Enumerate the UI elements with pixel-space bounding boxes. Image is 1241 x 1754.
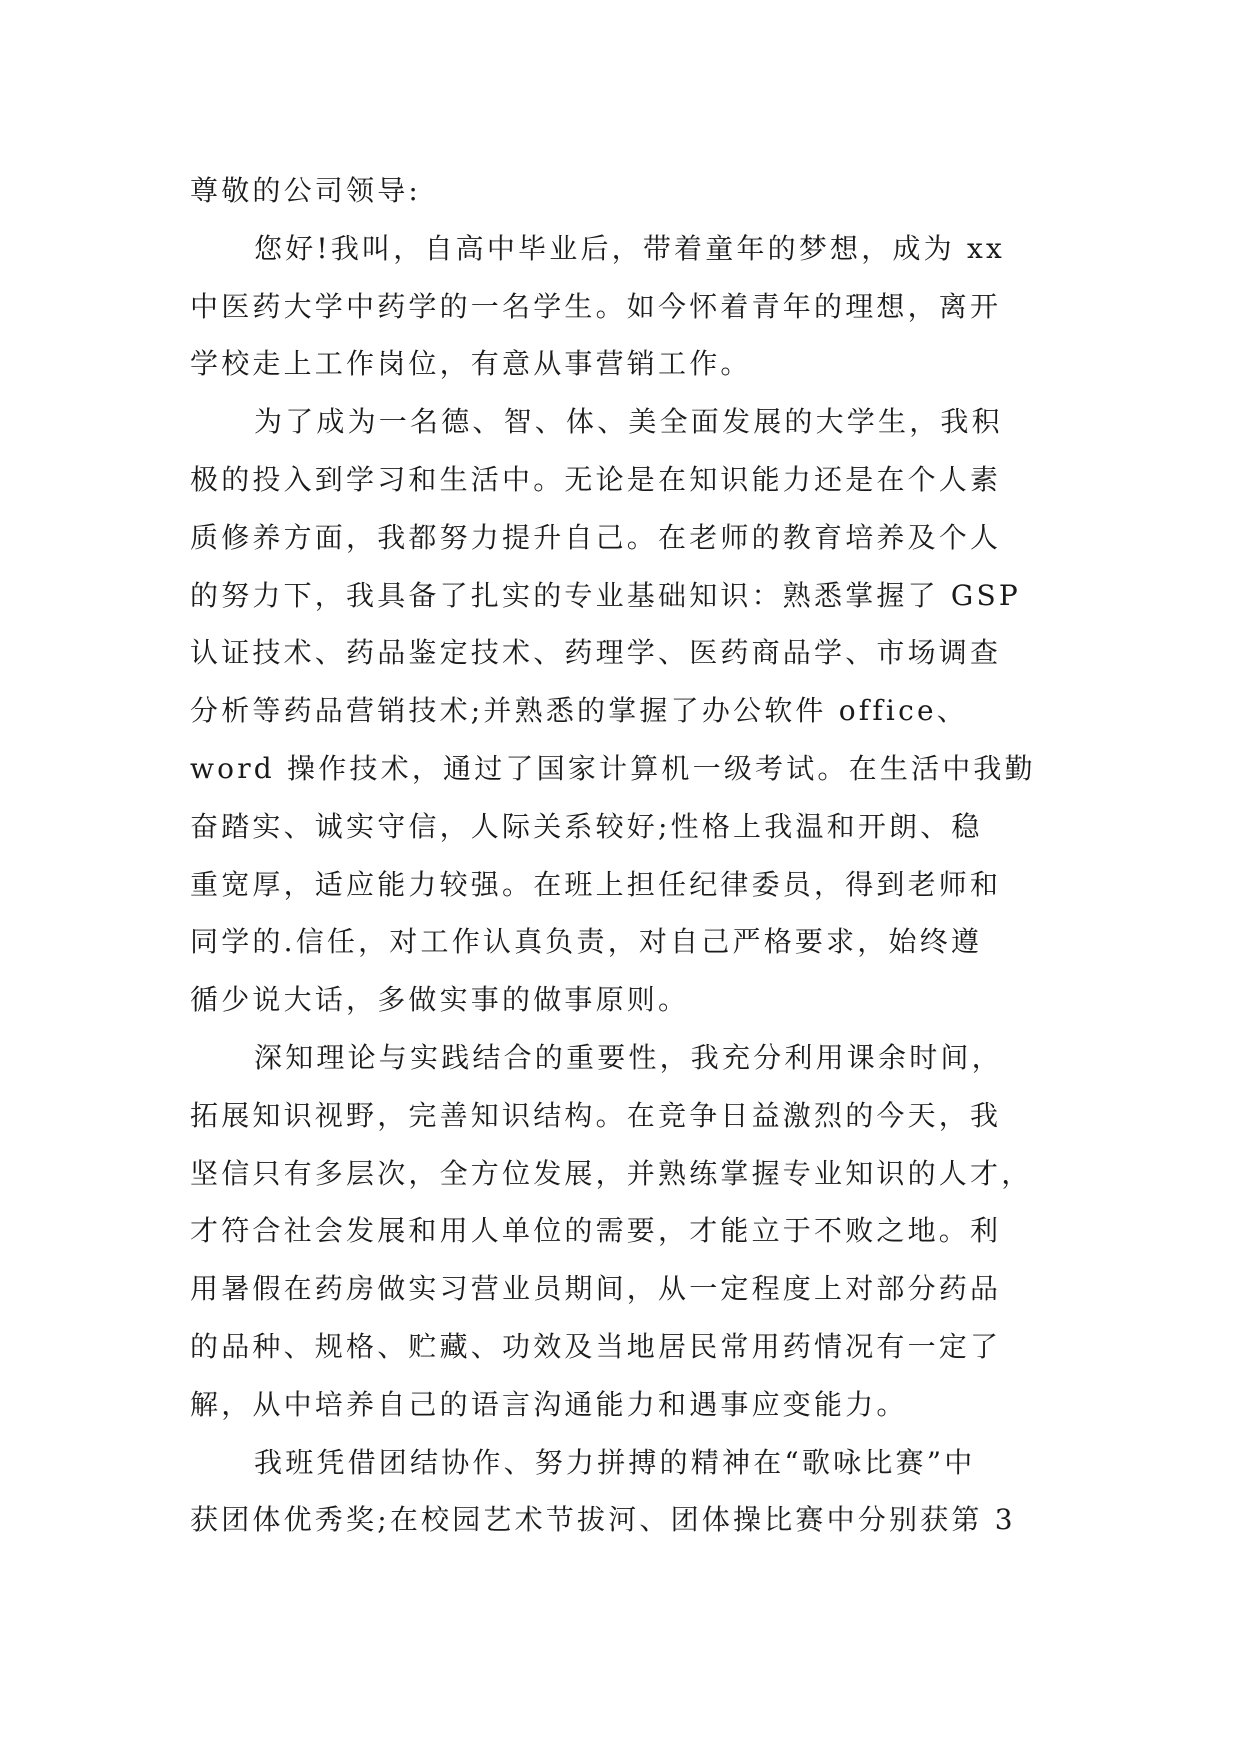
text-line: 的品种、规格、贮藏、功效及当地居民常用药情况有一定了 <box>190 1329 1002 1363</box>
salutation: 尊敬的公司领导: <box>190 174 422 207</box>
text-line: 学校走上工作岗位，有意从事营销工作。 <box>190 347 752 381</box>
text-line: 深知理论与实践结合的重要性，我充分利用课余时间， <box>254 1040 1003 1074</box>
text-line: 中医药大学中药学的一名学生。如今怀着青年的理想，离开 <box>190 289 1002 323</box>
text-line: word 操作技术，通过了国家计算机一级考试。在生活中我勤 <box>190 751 1036 785</box>
text-line: 质修养方面，我都努力提升自己。在老师的教育培养及个人 <box>190 520 1002 554</box>
text-line: 的努力下，我具备了扎实的专业基础知识：熟悉掌握了 GSP <box>190 578 1021 612</box>
letter-body <box>190 162 1050 1549</box>
text-line: 坚信只有多层次，全方位发展，并熟练掌握专业知识的人才， <box>190 1156 1033 1190</box>
text-line: 您好!我叫，自高中毕业后，带着童年的梦想，成为 xx <box>254 231 1005 265</box>
text-line: 为了成为一名德、智、体、美全面发展的大学生，我积 <box>254 405 1003 439</box>
text-line: 同学的.信任，对工作认真负责，对自己严格要求，始终遵 <box>190 925 983 959</box>
text-line: 获团体优秀奖;在校园艺术节拔河、团体操比赛中分别获第 3 <box>190 1503 1016 1537</box>
text-line: 奋踏实、诚实守信，人际关系较好;性格上我温和开朗、稳 <box>190 809 983 843</box>
text-line: 拓展知识视野，完善知识结构。在竞争日益激烈的今天，我 <box>190 1098 1002 1132</box>
text-line: 我班凭借团结协作、努力拼搏的精神在“歌咏比赛”中 <box>254 1445 976 1479</box>
text-line: 解，从中培养自己的语言沟通能力和遇事应变能力。 <box>190 1387 908 1421</box>
text-line: 认证技术、药品鉴定技术、药理学、医药商品学、市场调查 <box>190 636 1002 670</box>
text-line: 用暑假在药房做实习营业员期间，从一定程度上对部分药品 <box>190 1272 1002 1306</box>
text-line: 循少说大话，多做实事的做事原则。 <box>190 983 690 1017</box>
text-line: 重宽厚，适应能力较强。在班上担任纪律委员，得到老师和 <box>190 867 1002 901</box>
text-line: 分析等药品营销技术;并熟悉的掌握了办公软件 office、 <box>190 694 968 728</box>
text-line: 才符合社会发展和用人单位的需要，才能立于不败之地。利 <box>190 1214 1002 1248</box>
text-line: 极的投入到学习和生活中。无论是在知识能力还是在个人素 <box>190 462 1002 496</box>
